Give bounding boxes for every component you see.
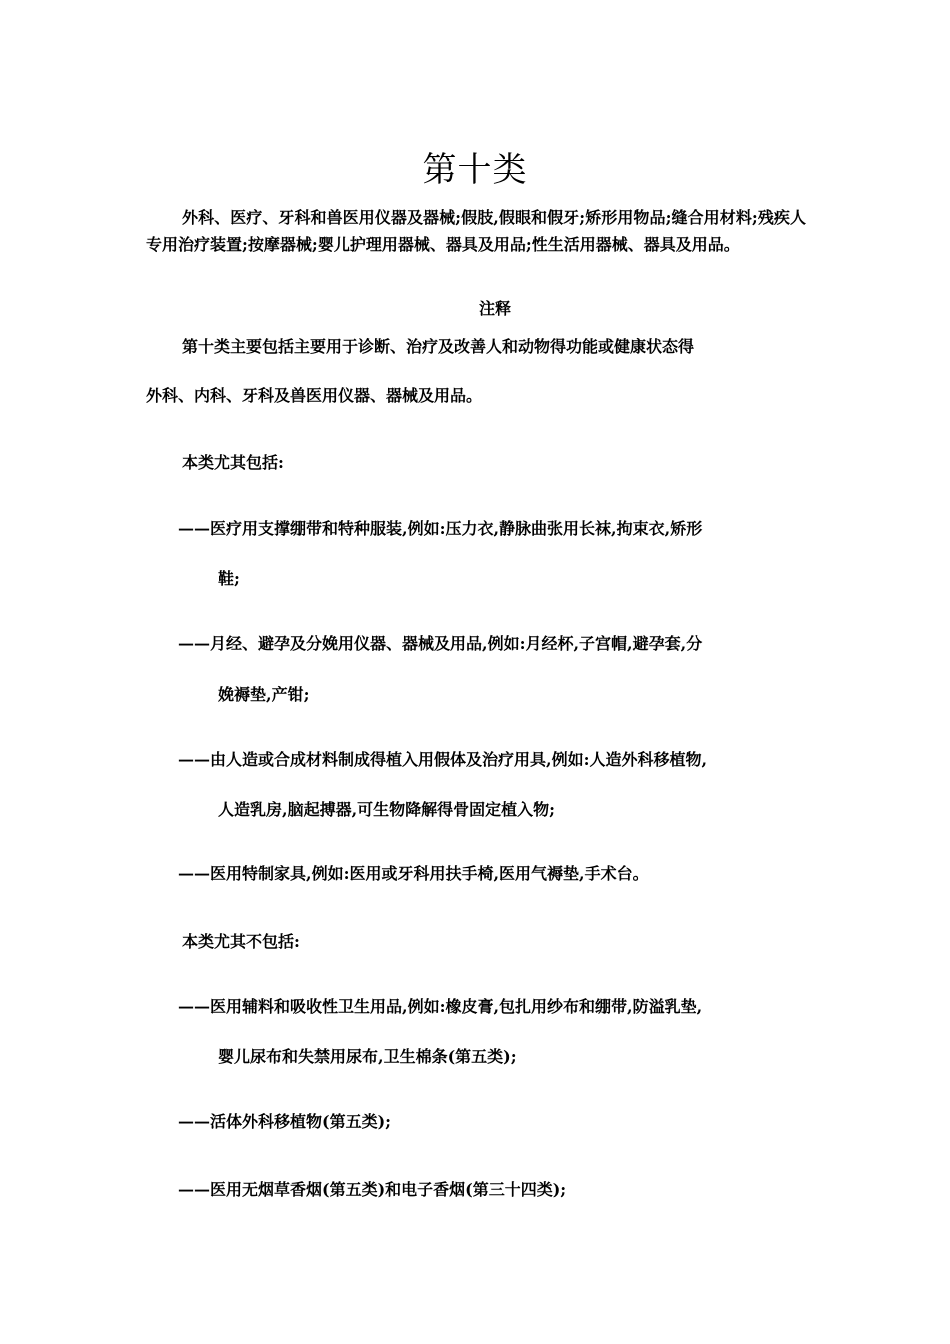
- include-item-3-line-1: ——由人造或合成材料制成得植入用假体及治疗用具,例如:人造外科移植物,: [178, 750, 708, 769]
- exclude-item-3-line-1: ——医用无烟草香烟(第五类)和电子香烟(第三十四类);: [178, 1180, 567, 1199]
- page-title: 第十类: [422, 150, 528, 190]
- excludes-title: 本类尤其不包括:: [182, 932, 300, 951]
- class-heading: 外科、医疗、牙科和兽医用仪器及器械;假肢,假眼和假牙;矫形用物品;缝合用材料;残疾人专用治疗装置;按摩器械;婴儿护理用器械、器具及用品;性生活用器械、器具及用品。: [146, 208, 806, 254]
- note-title: 注释: [478, 299, 511, 318]
- include-item-2-line-1: ——月经、避孕及分娩用仪器、器械及用品,例如:月经杯,子宫帽,避孕套,分: [178, 634, 703, 653]
- note-intro-line-1: 第十类主要包括主要用于诊断、治疗及改善人和动物得功能或健康状态得: [182, 337, 695, 356]
- include-item-4-line-1: ——医用特制家具,例如:医用或牙科用扶手椅,医用气褥垫,手术台。: [178, 864, 649, 883]
- include-item-3-line-2: 人造乳房,脑起搏器,可生物降解得骨固定植入物;: [218, 800, 556, 819]
- exclude-item-1-line-2: 婴儿尿布和失禁用尿布,卫生棉条(第五类);: [218, 1047, 517, 1066]
- note-intro-line-2: 外科、内科、牙科及兽医用仪器、器械及用品。: [146, 386, 483, 405]
- include-item-1-line-2: 鞋;: [218, 569, 240, 588]
- exclude-item-2-line-1: ——活体外科移植物(第五类);: [178, 1112, 392, 1131]
- include-item-1-line-1: ——医疗用支撑绷带和特种服装,例如:压力衣,静脉曲张用长袜,拘束衣,矫形: [178, 519, 703, 538]
- include-item-2-line-2: 娩褥垫,产钳;: [218, 685, 310, 704]
- includes-title: 本类尤其包括:: [182, 453, 284, 472]
- exclude-item-1-line-1: ——医用辅料和吸收性卫生用品,例如:橡皮膏,包扎用纱布和绷带,防溢乳垫,: [178, 997, 703, 1016]
